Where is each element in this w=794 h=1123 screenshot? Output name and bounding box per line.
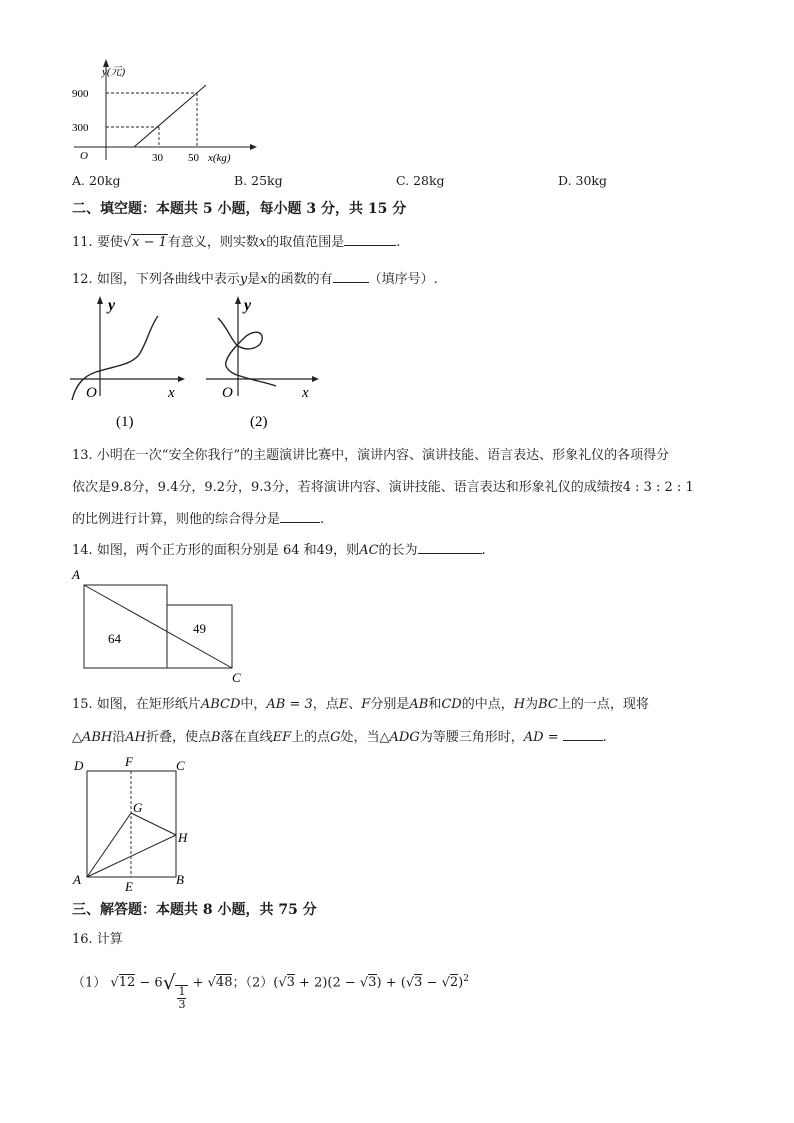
section3-title: 三、解答题：本题共 8 小题，共 75 分 (72, 902, 317, 918)
graph-origin: O (80, 150, 88, 162)
q14-figure (68, 565, 258, 687)
q15-label-e: E (125, 879, 133, 894)
q16-expressions: （1） √12 − 6√ $\frac{1}{3}$ + √48；$(2)(√3 + 2)(2 - √3) + (√3 - √2)^2$ (72, 970, 469, 1012)
q13-line1: 13. 小明在一次“安全你我行”的主题演讲比赛中，演讲内容、演讲技能、语言表达、形象礼仪的各项得分 (72, 448, 670, 463)
q15-label-a: A (73, 872, 81, 887)
q15-label-d: D (74, 758, 84, 773)
q13-answer-blank[interactable] (280, 510, 320, 523)
q14-area-64: 64 (108, 631, 121, 646)
q10-option-a: A. 20kg (72, 173, 121, 188)
fig2-x-label: x (302, 385, 309, 401)
q14-label-a: A (72, 567, 80, 582)
q10-option-c: C. 28kg (396, 173, 445, 188)
sqrt-sign: √ (441, 975, 450, 991)
q15-label-g: G (133, 800, 143, 815)
q14: 14. 如图，两个正方形的面积分别是 64 和49，则AC的长为 . (72, 543, 486, 558)
q12-answer-blank[interactable] (333, 270, 369, 283)
sqrt-sign: √ (359, 975, 369, 991)
q14-label-c: C (232, 670, 241, 685)
fig2-y-label: y (244, 297, 252, 314)
q15-line2: △ABH沿AH折叠，使点B落在直线EF上的点G处，当△ADG为等腰三角形时，AD = . (72, 730, 607, 745)
q15-line1: 15. 如图，在矩形纸片ABCD中，AB = 3，点E、F分别是AB和CD的中点，H为BC上的一点，现将 (72, 697, 649, 712)
q13-line3: 的比例进行计算，则他的综合得分是 . (72, 512, 325, 527)
q14-answer-blank[interactable] (418, 541, 482, 554)
q10-option-b: B. 25kg (234, 173, 283, 188)
q16-fraction: $\frac{1}{3}$ (175, 985, 188, 1011)
q11: 11. 要使√x − 1有意义，则实数x的取值范围是 . (72, 235, 401, 250)
graph-x-tick-50: 50 (188, 152, 199, 164)
q10-option-d: D. 30kg (558, 173, 608, 188)
fig2-origin: O (222, 385, 233, 401)
graph-x-label: x(kg) (208, 152, 231, 164)
section2-title: 二、填空题：本题共 5 小题，每小题 3 分，共 15 分 (72, 201, 407, 217)
q15-label-h: H (178, 830, 188, 845)
q13-line2: 依次是9.8分，9.4分，9.2分，9.3分，若将演讲内容、演讲技能、语言表达和形象礼仪的成绩按4 : 3 : 2 : 1 (72, 480, 694, 495)
fig1-caption: (1) (116, 414, 134, 430)
graph-y-label: y(元) (102, 66, 126, 78)
fig1-origin: O (86, 385, 97, 401)
q15-label-c: C (176, 758, 185, 773)
q15-label-b: B (176, 872, 184, 887)
fig1-y-label: y (108, 297, 116, 314)
sqrt-sign: √ (110, 975, 119, 991)
fig1-x-label: x (168, 385, 175, 401)
sqrt-sign: √ (207, 975, 216, 991)
q15-answer-blank[interactable] (563, 728, 603, 741)
q12-figures (66, 296, 326, 436)
q14-area-49: 49 (193, 621, 206, 636)
q10-graph (60, 55, 260, 170)
q16-title: 16. 计算 (72, 932, 123, 947)
sqrt-sign: √ (278, 975, 287, 991)
q15-label-f: F (125, 756, 133, 769)
graph-y-tick-900: 900 (72, 88, 89, 100)
q15-figure (70, 756, 200, 896)
sqrt-sign: √ (405, 975, 415, 991)
graph-x-tick-30: 30 (152, 152, 163, 164)
q11-sqrt: √ (122, 235, 132, 250)
q12: 12. 如图，下列各曲线中表示y是x的函数的有 （填序号）. (72, 272, 438, 287)
graph-y-tick-300: 300 (72, 122, 89, 134)
fig2-caption: (2) (250, 414, 268, 430)
sqrt-sign: √ (162, 970, 176, 995)
q11-answer-blank[interactable] (344, 233, 396, 246)
